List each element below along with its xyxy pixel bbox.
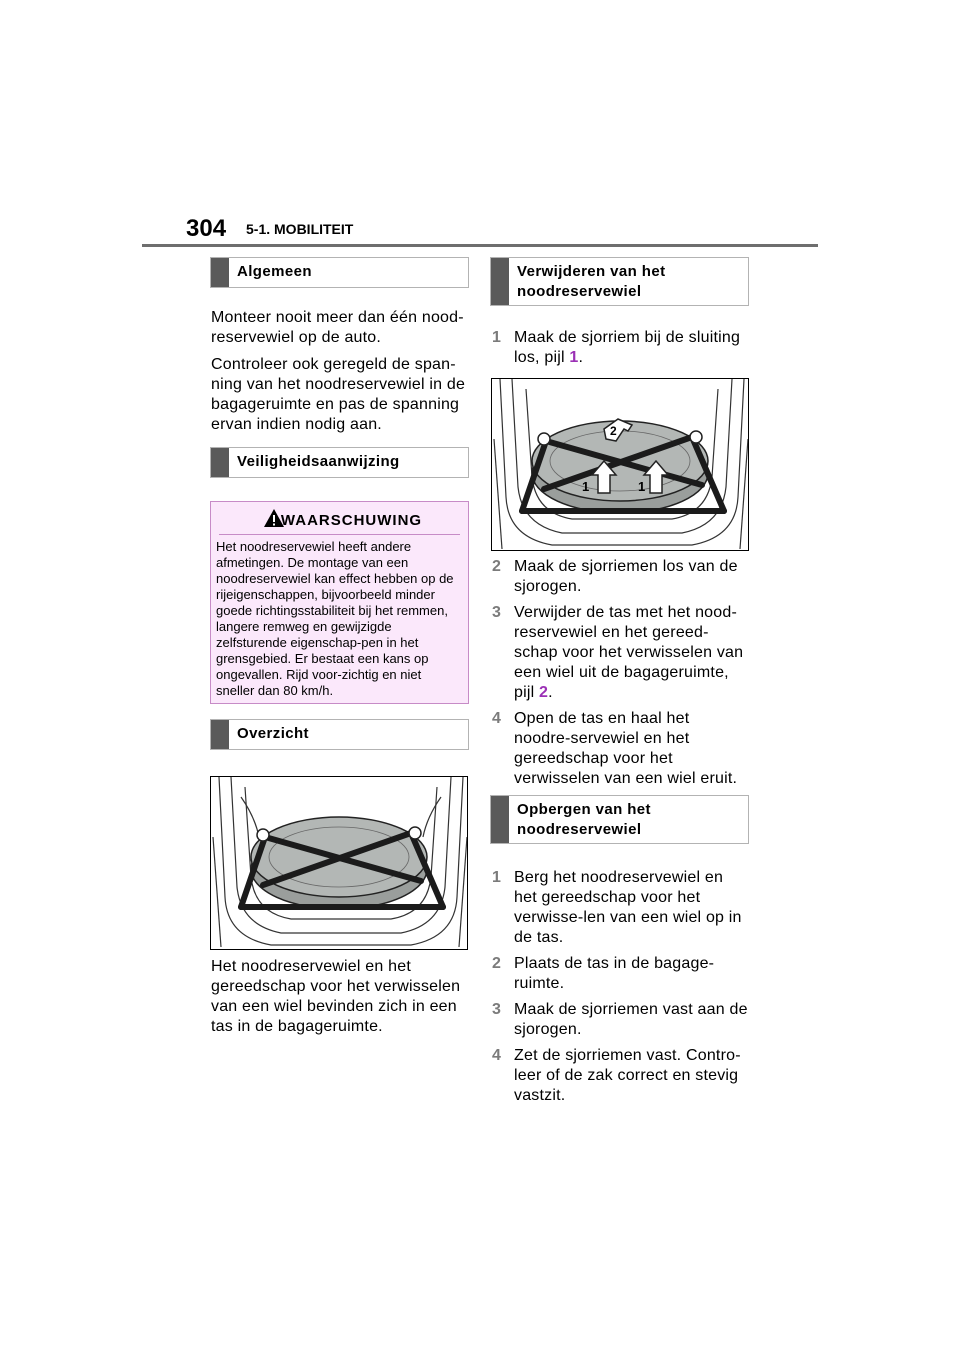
section-heading-overview	[210, 719, 469, 750]
step	[492, 557, 748, 597]
section-bar	[491, 796, 509, 843]
section-label: Verwijderen van het noodreservewiel	[517, 263, 666, 300]
step-number: 2	[492, 955, 502, 972]
step	[492, 603, 748, 703]
remove-steps	[492, 557, 748, 795]
store-steps	[492, 868, 748, 1112]
removal-figure	[491, 378, 749, 551]
step-text: Open de tas en haal het noodre-servewiel en het gereedschap voor het verwisselen van een wiel eruit.	[514, 710, 738, 787]
section-label: Veiligheidsaanwijzing	[237, 453, 400, 470]
step	[492, 868, 748, 948]
section-bar	[211, 720, 229, 749]
step-text: Maak de sjorriemen vast aan de sjorogen.	[514, 1001, 748, 1038]
step-text: Berg het noodreservewiel en het gereedschap voor het verwisse-len van een wiel op in de tas.	[514, 869, 742, 946]
warning-divider	[219, 534, 460, 535]
section-heading-safety	[210, 447, 469, 478]
figure-callout-2: 2	[610, 424, 617, 438]
step-text: Zet de sjorriemen vast. Contro-leer of de zak correct en stevig vastzit.	[514, 1047, 741, 1104]
step-number: 1	[492, 869, 502, 886]
step-number: 4	[492, 1047, 502, 1064]
step	[492, 1046, 748, 1106]
step	[492, 1000, 748, 1040]
step-number: 3	[492, 1001, 502, 1018]
section-label: Overzicht	[237, 725, 309, 742]
paragraph: Controleer ook geregeld de span-ning van het noodreservewiel in de bagageruimte en pas de spanning ervan indien nodig aan.	[211, 356, 466, 433]
step-text: Plaats de tas in de bagage-ruimte.	[514, 955, 715, 992]
arrow-callout: 1	[569, 349, 579, 366]
overview-text: Het noodreservewiel en het gereedschap voor het verwisselen van een wiel bevinden zich in een tas in de bagageruimte.	[211, 958, 461, 1035]
step-text: Verwijder de tas met het nood-reservewiel en het gereed-schap voor het verwisselen van een wiel uit de bagageruimte, pijl 2.	[514, 604, 744, 701]
section-heading-remove	[490, 257, 749, 306]
section-bar	[211, 258, 229, 287]
section-label: Algemeen	[237, 263, 312, 280]
remove-step-1	[492, 328, 748, 374]
step-number: 2	[492, 558, 502, 575]
step-number: 4	[492, 710, 502, 727]
trunk-removal-illustration	[492, 379, 749, 551]
step-text: Maak de sjorriemen los van de sjorogen.	[514, 558, 738, 595]
step-number: 3	[492, 604, 502, 621]
section-bar	[491, 258, 509, 305]
step	[492, 709, 748, 789]
chapter-title: 5-1. MOBILITEIT	[246, 221, 354, 237]
step	[492, 328, 748, 368]
warning-text: Het noodreservewiel heeft andere afmetingen. De montage van een noodreservewiel kan effect hebben op de rijeigenschappen, bijvoorbeeld minder goede richtingsstabiliteit bij het remmen, langere remweg en gewijzigde zelfsturende eigenschap-pen in het grensgebied. Er bestaat een kans op ongevallen. Rijd voor-zichtig en niet sneller dan 80 km/h.	[216, 539, 454, 698]
page-number: 304	[186, 215, 227, 242]
header-rule	[142, 244, 818, 247]
paragraph: Monteer nooit meer dan één nood-reservewiel op de auto.	[211, 309, 464, 346]
figure-callout-1a: 1	[582, 479, 590, 494]
step	[492, 954, 748, 994]
warning-title: WAARSCHUWING	[280, 512, 423, 529]
figure-callout-1b: 1	[638, 479, 646, 494]
section-label: Opbergen van het noodreservewiel	[517, 801, 651, 838]
overview-figure	[210, 776, 468, 950]
trunk-illustration	[211, 777, 468, 950]
arrow-callout: 2	[539, 684, 549, 701]
section-heading-store	[490, 795, 749, 844]
section-heading-general	[210, 257, 469, 288]
step-text: Maak de sjorriem bij de sluiting los, pijl 1.	[514, 329, 741, 366]
step-number: 1	[492, 329, 502, 346]
general-text	[211, 308, 469, 442]
section-bar	[211, 448, 229, 477]
warning-box	[210, 501, 469, 704]
